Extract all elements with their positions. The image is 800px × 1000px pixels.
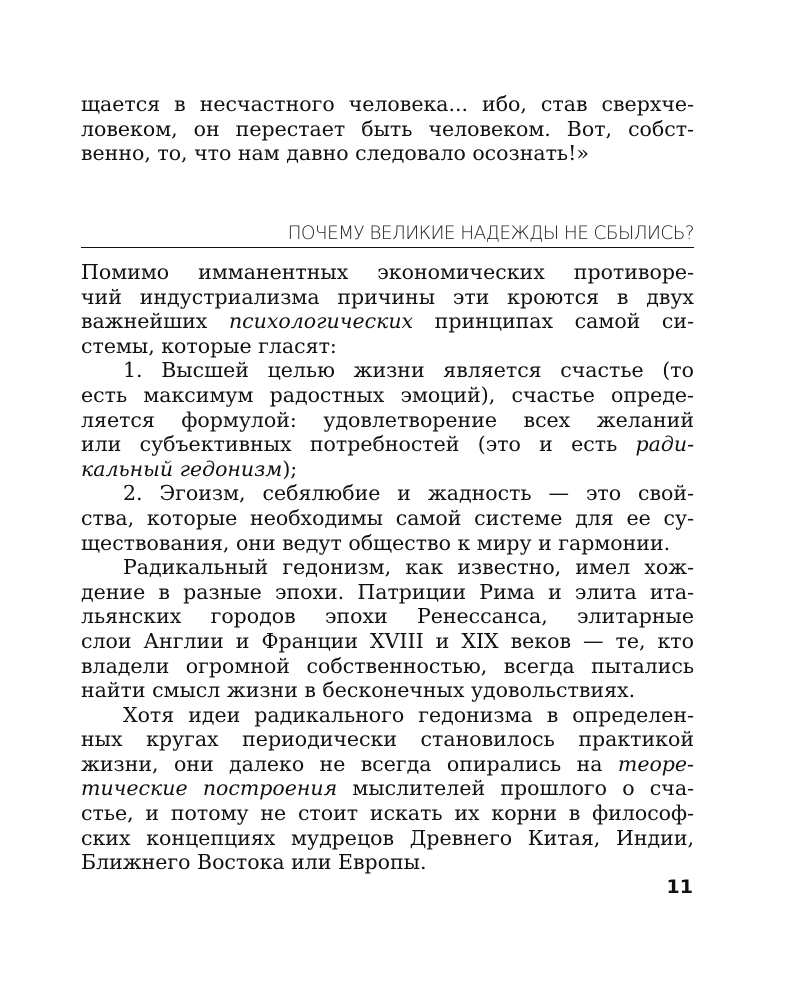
italic-term: психологических [228,309,414,334]
text-run: важнейших [81,309,229,334]
text-line: Помимо имманентных экономических противоре- [81,260,694,284]
text-line [81,752,694,777]
section-heading: ПОЧЕМУ ВЕЛИКИЕ НАДЕЖДЫ НЕ СБЫЛИСЬ? [81,219,694,248]
body-text [81,260,694,875]
text-run: жизни, они далеко не всегда опирались на [81,751,618,776]
italic-term: тические построения [81,776,338,801]
text-line: дение в разные эпохи. Патриции Рима и элита ита- [81,579,694,604]
text-run: принципах самой си- [413,309,694,334]
text-line: стемы, которые гласят: [81,333,337,358]
text-line [81,457,694,482]
list-item-2: 2. Эгоизм, себялюбие и жадность — это свой- [123,481,694,506]
text-line: владели огромной собственностью, всегда пытались [81,653,694,678]
text-line: ществования, они ведут общество к миру и гармонии. [81,530,671,555]
text-line: ловеком, он перестает быть человеком. Вот, собст- [81,116,694,141]
text-line: слои Англии и Франции XVIII и XIX веков — те, кто [81,628,694,653]
text-run: или субъективных потребностей (это и есть [81,432,636,457]
paragraph-start: Хотя идеи радикального гедонизма в определен- [123,702,694,727]
text-line [81,776,694,801]
text-line: льянских городов эпохи Ренессанса, элитарные [81,604,694,629]
text-line: стье, и потому не стоит искать их корни в философ- [81,801,694,826]
italic-term: ради- [635,432,694,457]
intro-paragraph [81,92,694,166]
italic-term: кальный гедонизм [81,456,283,481]
text-line: найти смысл жизни в бесконечных удовольствиях. [81,678,636,703]
text-line [81,432,694,457]
text-run: ); [282,456,298,481]
text-line: ских концепциях мудрецов Древнего Китая, Индии, [81,825,694,850]
text-line [81,309,694,334]
text-line: Ближнего Востока или Европы. [81,850,427,875]
italic-term: теоре- [617,751,694,776]
text-line: щается в несчастного человека... ибо, став сверхче- [81,92,694,116]
list-item-1: 1. Высшей целью жизни является счастье (то [123,358,694,383]
text-line: венно, то, что нам давно следовало осознать!» [81,141,589,166]
text-line: есть максимум радостных эмоций), счастье опреде- [81,382,694,407]
text-line: ства, которые необходимы самой системе для ее су- [81,505,694,530]
text-line: ляется формулой: удовлетворение всех желаний [81,407,694,432]
text-line: ных кругах периодически становилось практикой [81,727,694,752]
text-line: чий индустриализма причины эти кроются в двух [81,284,694,309]
page-number: 11 [666,876,693,898]
text-run: мыслителей прошлого о сча- [337,776,694,801]
paragraph-start: Радикальный гедонизм, как известно, имел хож- [123,555,694,580]
